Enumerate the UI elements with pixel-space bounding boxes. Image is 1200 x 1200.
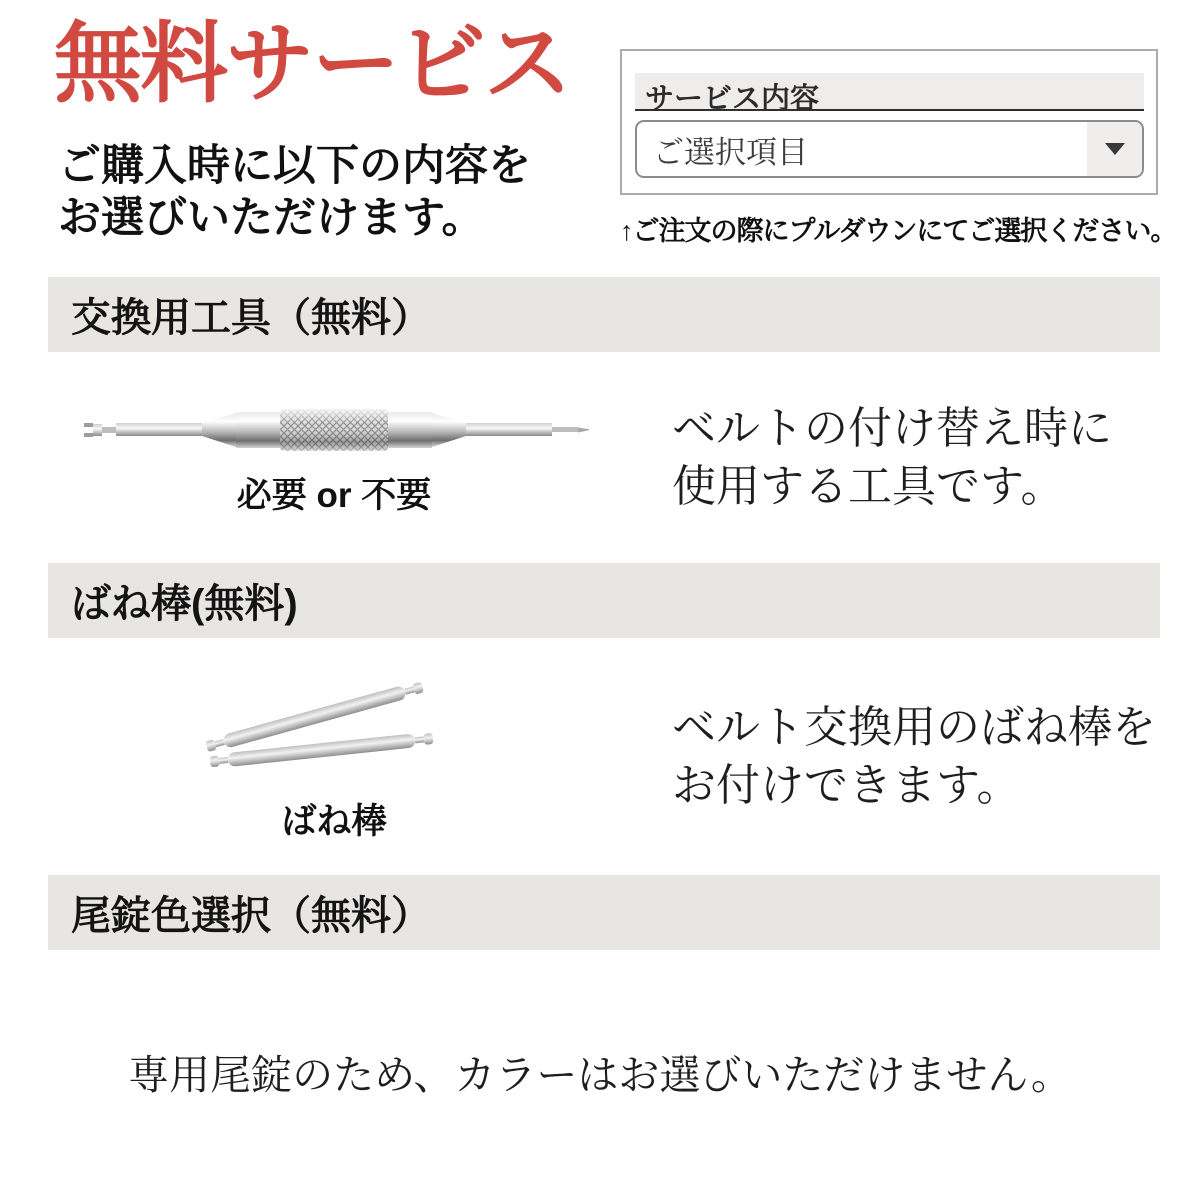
spring-bars-image (154, 670, 514, 788)
springbar-caption: ばね棒 (281, 801, 387, 841)
subtitle-line-1: ご購入時に以下の内容を (58, 142, 531, 190)
service-note: ↑ご注文の際にプルダウンにてご選択ください。 (620, 216, 1177, 246)
tool-figure-cell (48, 352, 620, 563)
subtitle-line-2: お選びいただけます。 (58, 194, 485, 243)
tool-caption: 必要 or 不要 (236, 475, 432, 515)
tool-description-line-2: 使用する工具です。 (672, 461, 1065, 511)
section-heading-springbar (48, 563, 1160, 638)
springbar-figure-cell (48, 638, 620, 875)
buckle-note: 専用尾錠のため、カラーはお選びいただけません。 (128, 1052, 1072, 1098)
spring-bar-tool-image (74, 398, 594, 462)
page-title: 無料サービス (54, 14, 571, 113)
section-heading-buckle (48, 875, 1160, 950)
springbar-description (620, 638, 1160, 875)
springbar-description-line-2: お付けできます。 (672, 760, 1021, 810)
service-select-dropdown[interactable] (635, 120, 1144, 178)
section-heading-tool (48, 277, 1160, 352)
section-heading-tool-label: 交換用工具（無料） (71, 296, 431, 340)
section-content-tool (48, 352, 1160, 563)
page-subtitle (58, 140, 531, 245)
section-heading-springbar-label: ばね棒(無料) (71, 582, 298, 626)
section-heading-buckle-label: 尾錠色選択（無料） (71, 894, 431, 938)
service-select-value: ご選択項目 (653, 134, 808, 170)
tool-description-line-1: ベルトの付け替え時に (672, 404, 1112, 454)
tool-description (620, 352, 1160, 563)
service-selection-panel (620, 49, 1177, 248)
service-select-arrow-zone[interactable] (1087, 122, 1142, 176)
section-content-springbar (48, 638, 1160, 875)
springbar-description-line-1: ベルト交換用のばね棒を (672, 703, 1156, 753)
triangle-down-icon (1105, 143, 1125, 155)
service-box (620, 49, 1158, 195)
service-box-label: サービス内容 (635, 73, 1144, 111)
header (0, 0, 1200, 277)
